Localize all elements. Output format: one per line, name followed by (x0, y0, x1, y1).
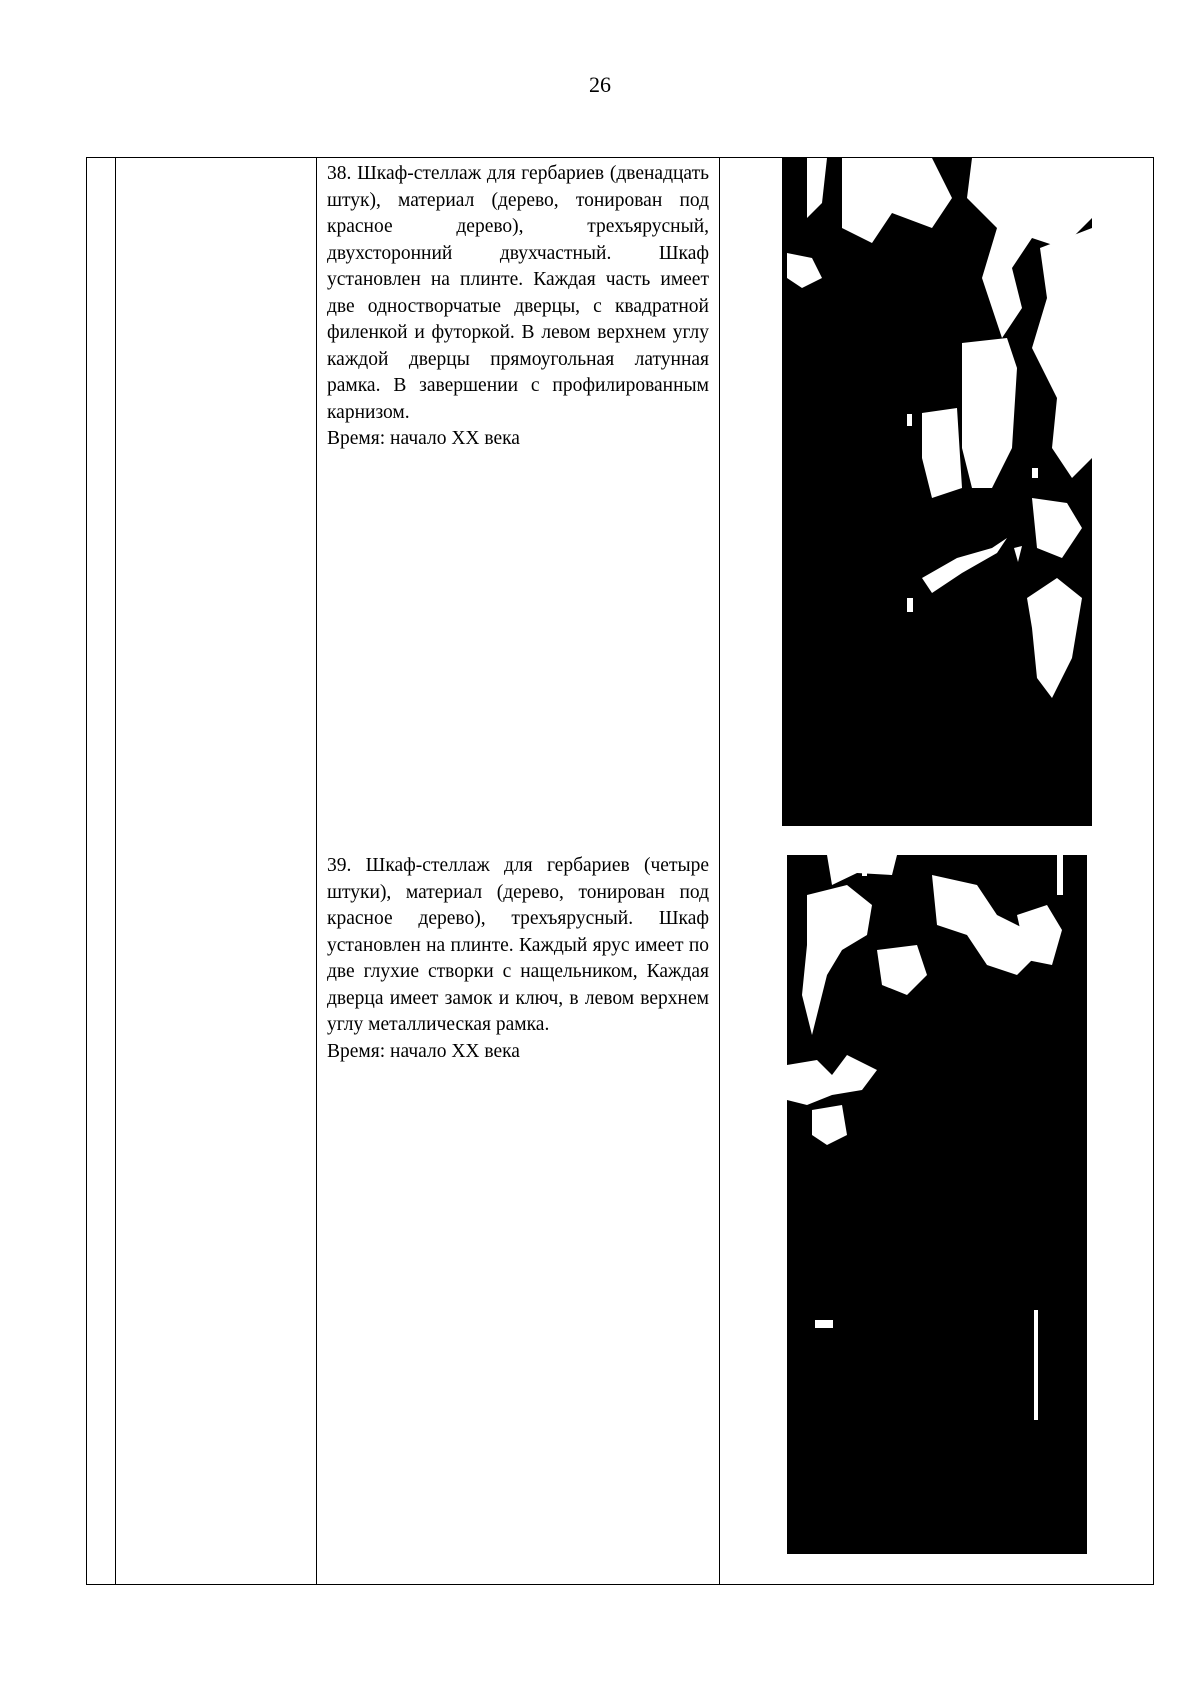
entry-39-time: Время: начало XX века (327, 1040, 520, 1062)
column-divider-1 (115, 158, 116, 1584)
column-divider-2 (316, 158, 317, 1584)
inventory-table (86, 157, 1154, 1585)
entry-38-description: 38. Шкаф-стеллаж для гербариев (двенадцать штук), материал (дерево, тонирован под красное дерево), трехъярусный, двухсторонний двухчастный. Шкаф установлен на плинте. Каждая часть имеет две одностворчатые дверцы, с квадратной филенкой и футоркой. В левом верхнем углу каждой дверцы прямоугольная латунная рамка. В завершении с профилированным карнизом. (327, 163, 709, 423)
entry-39-description: 39. Шкаф-стеллаж для гербариев (четыре штуки), материал (дерево, тонирован под красное дерево), трехъярусный. Шкаф установлен на плинте. Каждый ярус имеет по две глухие створки с нащельником, Каждая дверца имеет замок и ключ, в левом верхнем углу металлическая рамка. (327, 855, 709, 1035)
column-divider-3 (719, 158, 720, 1584)
entry-39-description-cell (327, 853, 709, 1065)
cabinet-photo-image (787, 855, 1087, 1554)
cabinet-photo-image (782, 158, 1092, 826)
entry-38-description-cell (327, 161, 709, 453)
page-number: 26 (589, 72, 611, 97)
entry-38-photo (782, 158, 1092, 826)
entry-38-time: Время: начало XX века (327, 428, 520, 449)
entry-39-photo (787, 855, 1087, 1554)
